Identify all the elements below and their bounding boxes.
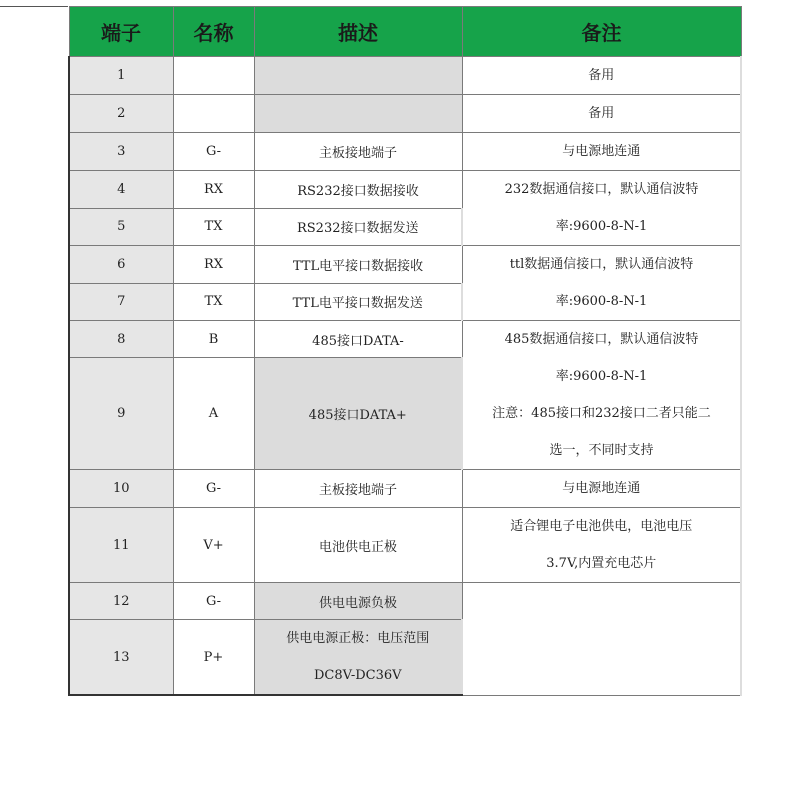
terminal-number: 8 <box>69 321 173 358</box>
note-line: ttl数据通信接口，默认通信波特 <box>509 257 694 272</box>
desc-line: 供电电源正极：电压范围 <box>286 631 430 646</box>
terminal-note: 备用 <box>462 95 741 133</box>
empty-note <box>462 583 741 696</box>
table-row <box>69 95 741 133</box>
terminal-description: 主板接地端子 <box>254 470 462 508</box>
terminal-name: A <box>173 358 254 470</box>
terminal-note: 与电源地连通 <box>462 470 741 508</box>
terminal-name: P+ <box>173 620 254 696</box>
table-row <box>69 321 741 358</box>
terminal-number: 3 <box>69 133 173 171</box>
terminal-description <box>254 95 462 133</box>
terminal-number: 9 <box>69 358 173 470</box>
note-line: 适合锂电子电池供电，电池电压 <box>510 519 693 534</box>
terminal-number: 6 <box>69 246 173 284</box>
terminal-name <box>173 95 254 133</box>
terminal-name: G- <box>173 470 254 508</box>
terminal-name: B <box>173 321 254 358</box>
table-row <box>69 57 741 95</box>
col-header-description: 描述 <box>254 7 462 57</box>
terminal-description: 供电电源负极 <box>254 583 462 620</box>
note-line: 注意：485接口和232接口二者只能二 <box>492 406 711 421</box>
table-row <box>69 470 741 508</box>
terminal-number: 4 <box>69 171 173 209</box>
terminal-description: RS232接口数据接收 <box>254 171 462 209</box>
col-header-name: 名称 <box>173 7 254 57</box>
terminal-number: 5 <box>69 208 173 246</box>
terminal-number: 2 <box>69 95 173 133</box>
terminal-name: RX <box>173 246 254 284</box>
terminal-name: V+ <box>173 508 254 583</box>
note-line: 485数据通信接口，默认通信波特 <box>504 332 699 347</box>
terminal-description: TTL电平接口数据发送 <box>254 283 462 321</box>
terminal-description: 485接口DATA- <box>254 321 462 358</box>
col-header-terminal: 端子 <box>69 7 173 57</box>
note-line: 3.7V,内置充电芯片 <box>546 556 657 571</box>
terminal-number: 13 <box>69 620 173 696</box>
terminal-description: TTL电平接口数据接收 <box>254 246 462 284</box>
table-row <box>69 171 741 209</box>
desc-line: DC8V-DC36V <box>313 668 402 683</box>
terminal-name: RX <box>173 171 254 209</box>
terminal-number: 10 <box>69 470 173 508</box>
terminal-number: 7 <box>69 283 173 321</box>
note-line: 率:9600-8-N-1 <box>555 219 648 234</box>
note-line: 率:9600-8-N-1 <box>555 294 648 309</box>
terminal-name <box>173 57 254 95</box>
terminal-description: 主板接地端子 <box>254 133 462 171</box>
terminal-description: 485接口DATA+ <box>254 358 462 470</box>
terminal-number: 11 <box>69 508 173 583</box>
rs232-note <box>462 171 741 246</box>
rs485-note <box>462 321 741 470</box>
battery-note <box>462 508 741 583</box>
terminal-description: RS232接口数据发送 <box>254 208 462 246</box>
terminal-description: 电池供电正极 <box>254 508 462 583</box>
table-row <box>69 508 741 583</box>
note-line: 232数据通信接口，默认通信波特 <box>504 182 699 197</box>
table-row <box>69 246 741 284</box>
note-line: 选一，不同时支持 <box>549 443 654 458</box>
terminal-table <box>68 6 742 696</box>
terminal-note: 与电源地连通 <box>462 133 741 171</box>
terminal-number: 1 <box>69 57 173 95</box>
col-header-note: 备注 <box>462 7 741 57</box>
table-row <box>69 583 741 620</box>
ttl-note <box>462 246 741 321</box>
top-rule <box>0 6 68 7</box>
terminal-description <box>254 620 462 696</box>
terminal-name: TX <box>173 208 254 246</box>
terminal-name: G- <box>173 583 254 620</box>
terminal-number: 12 <box>69 583 173 620</box>
terminal-name: G- <box>173 133 254 171</box>
note-line: 率:9600-8-N-1 <box>555 369 648 384</box>
terminal-description <box>254 57 462 95</box>
terminal-note: 备用 <box>462 57 741 95</box>
header-row <box>69 7 741 57</box>
terminal-name: TX <box>173 283 254 321</box>
table-row <box>69 133 741 171</box>
